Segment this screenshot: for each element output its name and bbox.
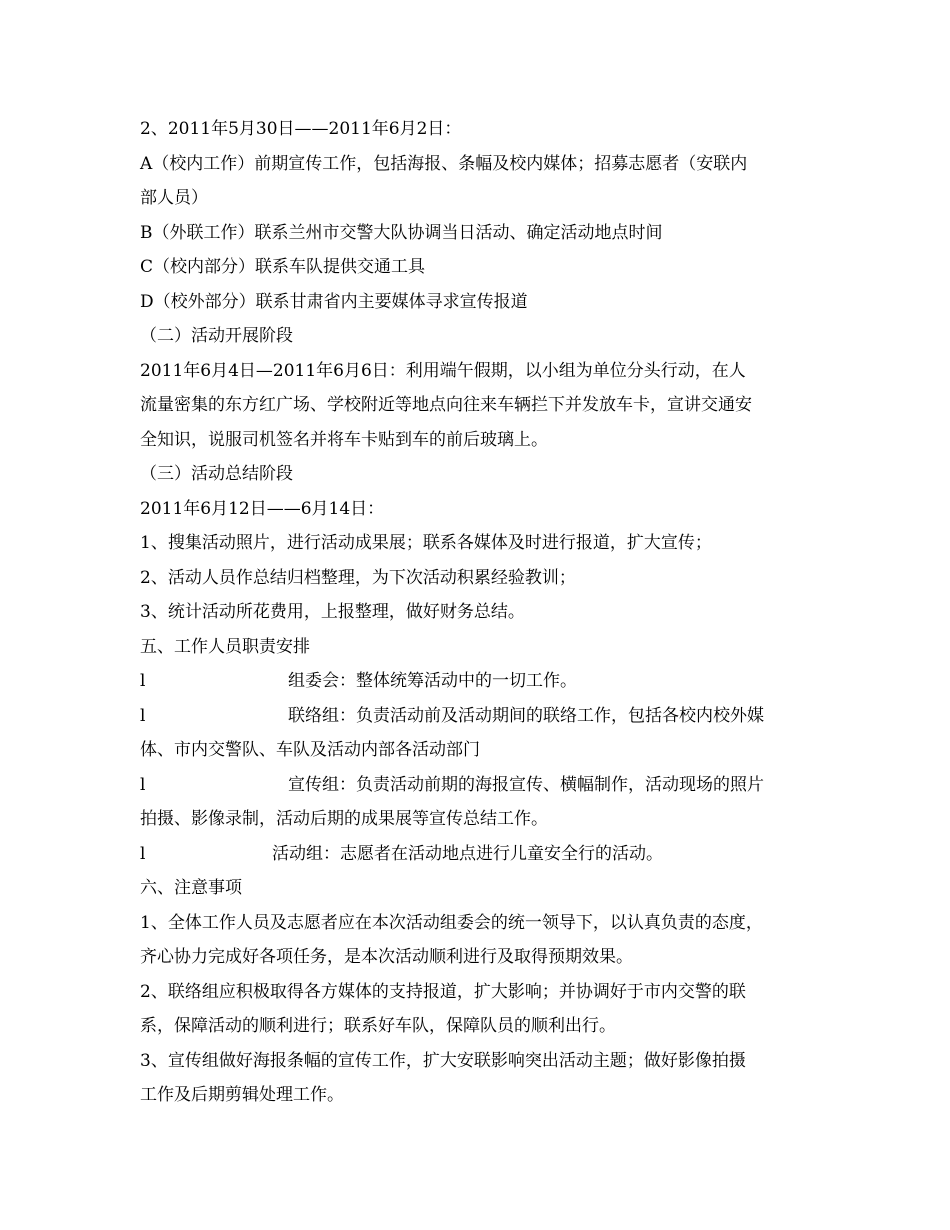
paragraph-line: 全知识，说服司机签名并将车卡贴到车的前后玻璃上。 [140,429,548,450]
bullet-mark: l [140,671,146,691]
paragraph-line: 系，保障活动的顺利进行；联系好车队，保障队员的顺利出行。 [140,1016,616,1036]
paragraph-line: D（校外部分）联系甘肃省内主要媒体寻求宣传报道 [140,291,528,312]
duty-item [140,768,820,803]
paragraph-line: 齐心协力完成好各项任务，是本次活动顺利进行及取得预期效果。 [140,947,633,967]
duty-text: 活动组：志愿者在活动地点进行儿童安全行的活动。 [272,843,663,864]
duty-continuation: 拍摄、影像录制，活动后期的成果展等宣传总结工作。 [140,809,548,829]
schedule-heading: 2、2011年5月30日——2011年6月2日： [140,119,462,139]
section-heading: 五、工作人员职责安排 [140,636,310,657]
bullet-mark: l [140,843,146,864]
paragraph-line: 1、搜集活动照片，进行活动成果展；联系各媒体及时进行报道，扩大宣传； [140,533,712,553]
paragraph-line: 2、活动人员作总结归档整理，为下次活动积累经验教训； [140,567,576,588]
duty-item [140,837,820,872]
bullet-mark: l [140,774,146,795]
paragraph-line: 3、宣传组做好海报条幅的宣传工作，扩大安联影响突出活动主题；做好影像拍摄 [140,1050,746,1071]
paragraph-line: 流量密集的东方红广场、学校附近等地点向往来车辆拦下并发放车卡，宣讲交通安 [140,395,752,415]
section-heading: （三）活动总结阶段 [140,464,293,484]
bullet-mark: l [140,705,146,726]
paragraph-line: B（外联工作）联系兰州市交警大队协调当日活动、确定活动地点时间 [140,222,663,243]
duty-item [140,664,820,699]
paragraph-line: 3、统计活动所花费用，上报整理，做好财务总结。 [140,602,525,622]
duty-item [140,699,820,734]
paragraph-line: 1、全体工作人员及志愿者应在本次活动组委会的统一领导下，以认真负责的态度， [140,912,763,933]
paragraph-line: 工作及后期剪辑处理工作。 [140,1085,344,1105]
paragraph-line: C（校内部分）联系车队提供交通工具 [140,257,426,277]
paragraph-line: 部人员） [140,188,208,208]
paragraph-line: 2011年6月12日——6月14日： [140,498,385,519]
duty-text: 联络组：负责活动前及活动期间的联络工作，包括各校内校外媒 [288,705,764,726]
section-heading: （二）活动开展阶段 [140,326,293,346]
paragraph-line: 2011年6月4日—2011年6月6日：利用端午假期，以小组为单位分头行动，在人 [140,360,746,381]
duty-text: 组委会：整体统筹活动中的一切工作。 [288,671,577,691]
paragraph-line: A（校内工作）前期宣传工作，包括海报、条幅及校内媒体；招募志愿者（安联内 [140,153,748,174]
duty-continuation: 体、市内交警队、车队及活动内部各活动部门 [140,740,480,760]
document-body [140,112,820,1113]
duty-text: 宣传组：负责活动前期的海报宣传、横幅制作，活动现场的照片 [288,774,764,795]
section-heading: 六、注意事项 [140,878,242,898]
paragraph-line: 2、联络组应积极取得各方媒体的支持报道，扩大影响；并协调好于市内交警的联 [140,981,746,1002]
